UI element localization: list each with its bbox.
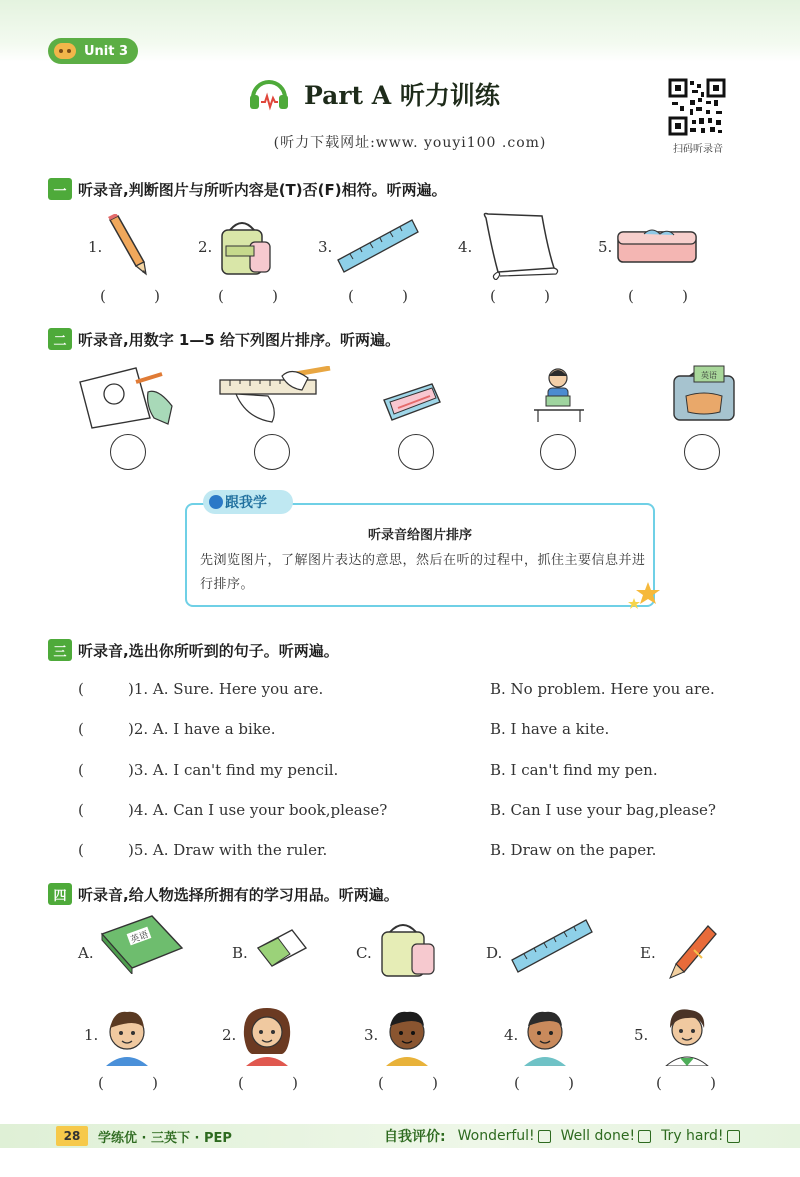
self-eval-option-wonderful[interactable]: Wonderful! (458, 1128, 551, 1144)
bag-book-label: 英语 (701, 371, 717, 380)
tip-title: 听录音给图片排序 (367, 528, 472, 543)
section2-number: 二 (48, 328, 72, 350)
section2-heading (48, 327, 400, 351)
s2-order-circle-1[interactable] (110, 434, 146, 470)
s3-option-a: )4. A. Can I use your book,please? (128, 801, 388, 819)
s1-item-5-number: 5. (598, 238, 613, 256)
boy-face-icon (380, 1004, 434, 1066)
s3-option-a: )1. A. Sure. Here you are. (128, 680, 324, 698)
s1-item-2-number: 2. (198, 238, 213, 256)
book-name: 学练优 · 三英下 · PEP (98, 1131, 232, 1146)
section1-title: 听录音,判断图片与所听内容是(T)否(F)相符。听两遍。 (78, 180, 447, 199)
s1-item-4-number: 4. (458, 238, 473, 256)
pencil-icon (104, 214, 152, 278)
girl-face-icon (238, 1002, 296, 1066)
s3-answer-blank-5[interactable]: ( (78, 841, 84, 859)
s4-supply-d-letter: D. (486, 944, 503, 962)
boy-face-icon (518, 1004, 572, 1066)
s3-option-a: )3. A. I can't find my pencil. (128, 761, 339, 779)
s3-option-b: B. Can I use your bag,please? (490, 801, 716, 819)
s2-order-circle-4[interactable] (540, 434, 576, 470)
cookie-icon (54, 43, 76, 59)
paper-scroll-icon (478, 210, 560, 280)
s3-question-1 (78, 680, 758, 702)
s3-answer-blank-1[interactable]: ( (78, 680, 84, 698)
tip-tag: 跟我学 (203, 490, 293, 514)
s4-answer-1[interactable]: ( ) (98, 1074, 158, 1092)
eraser-icon (254, 924, 310, 972)
unit-label: Unit 3 (84, 43, 129, 59)
s3-option-a: )5. A. Draw with the ruler. (128, 841, 328, 859)
s4-answer-2[interactable]: ( ) (238, 1074, 298, 1092)
s4-supply-e-letter: E. (640, 944, 656, 962)
page-title (248, 74, 500, 114)
self-eval-option-well-done[interactable]: Well done! (561, 1128, 651, 1144)
s3-answer-blank-2[interactable]: ( (78, 720, 84, 738)
tip-text: 先浏览图片，了解图片表达的意思，然后在听的过程中，抓住主要信息并进行排序。 (200, 553, 646, 592)
s1-item-1-number: 1. (88, 238, 103, 256)
section4-number: 四 (48, 883, 72, 905)
self-eval-label: 自我评价: (384, 1129, 446, 1145)
schoolbag-icon (214, 216, 276, 278)
headphones-icon (248, 76, 290, 112)
section4-heading (48, 882, 399, 906)
s4-supply-c-letter: C. (356, 944, 372, 962)
page-number: 28 (56, 1126, 88, 1146)
section4-title: 听录音,给人物选择所拥有的学习用品。听两遍。 (78, 885, 399, 904)
s2-order-circle-5[interactable] (684, 434, 720, 470)
s1-answer-5[interactable]: ( ) (628, 287, 688, 305)
s1-answer-2[interactable]: ( ) (218, 287, 278, 305)
s4-person-5-number: 5. (634, 1026, 649, 1044)
s1-answer-1[interactable]: ( ) (100, 287, 160, 305)
s4-answer-4[interactable]: ( ) (514, 1074, 574, 1092)
ruler-icon (334, 214, 420, 276)
book-title-label: 英语 (129, 930, 150, 946)
s4-person-2-number: 2. (222, 1026, 237, 1044)
s3-option-b: B. I have a kite. (490, 720, 610, 738)
english-book-icon (98, 912, 184, 974)
section1-number: 一 (48, 178, 72, 200)
checkbox-icon[interactable] (538, 1130, 551, 1143)
ruler-icon (508, 914, 594, 976)
checkbox-icon[interactable] (638, 1130, 651, 1143)
self-evaluation (384, 1126, 740, 1146)
s4-answer-3[interactable]: ( ) (378, 1074, 438, 1092)
s1-answer-4[interactable]: ( ) (490, 287, 550, 305)
s3-option-b: B. Draw on the paper. (490, 841, 657, 859)
schoolbag-icon (668, 362, 744, 424)
section2-title: 听录音,用数字 1—5 给下列图片排序。听两遍。 (78, 330, 401, 349)
s3-answer-blank-4[interactable]: ( (78, 801, 84, 819)
s4-supply-a-letter: A. (78, 944, 94, 962)
ruler-hand-icon (216, 366, 334, 430)
s1-item-3-number: 3. (318, 238, 333, 256)
s3-answer-blank-3[interactable]: ( (78, 761, 84, 779)
section1-heading (48, 177, 447, 201)
qr-caption: 扫码听录音 (673, 144, 723, 155)
boy-face-icon (100, 1004, 154, 1066)
download-url: (听力下载网址:www. youyi100 .com) (273, 135, 547, 151)
s4-answer-5[interactable]: ( ) (656, 1074, 716, 1092)
s2-order-circle-2[interactable] (254, 434, 290, 470)
boy-reading-icon (530, 366, 588, 422)
section3-heading (48, 638, 339, 662)
checkbox-icon[interactable] (727, 1130, 740, 1143)
pencil-case-icon (380, 378, 442, 428)
title-text: Part A 听力训练 (304, 81, 500, 110)
star-icon (626, 580, 662, 612)
fountain-pen-icon (664, 920, 720, 980)
self-eval-option-try-hard[interactable]: Try hard! (661, 1128, 739, 1144)
blueberry-icon (209, 495, 223, 509)
s3-question-4 (78, 801, 758, 823)
pencil-case-icon (614, 222, 700, 268)
s4-person-4-number: 4. (504, 1026, 519, 1044)
qr-code-icon[interactable] (668, 78, 726, 136)
schoolbag-icon (374, 916, 440, 980)
s3-question-5 (78, 841, 758, 863)
s1-answer-3[interactable]: ( ) (348, 287, 408, 305)
s3-question-2 (78, 720, 758, 742)
s3-option-b: B. No problem. Here you are. (490, 680, 715, 698)
section3-number: 三 (48, 639, 72, 661)
section3-title: 听录音,选出你所听到的句子。听两遍。 (78, 641, 339, 660)
drawing-hand-icon (76, 362, 176, 430)
s4-supply-b-letter: B. (232, 944, 248, 962)
s2-order-circle-3[interactable] (398, 434, 434, 470)
s4-person-3-number: 3. (364, 1026, 379, 1044)
s3-question-3 (78, 761, 758, 783)
s3-option-b: B. I can't find my pen. (490, 761, 658, 779)
s3-option-a: )2. A. I have a bike. (128, 720, 276, 738)
s4-person-1-number: 1. (84, 1026, 99, 1044)
woman-face-icon (660, 1002, 714, 1066)
unit-tag (48, 38, 138, 64)
